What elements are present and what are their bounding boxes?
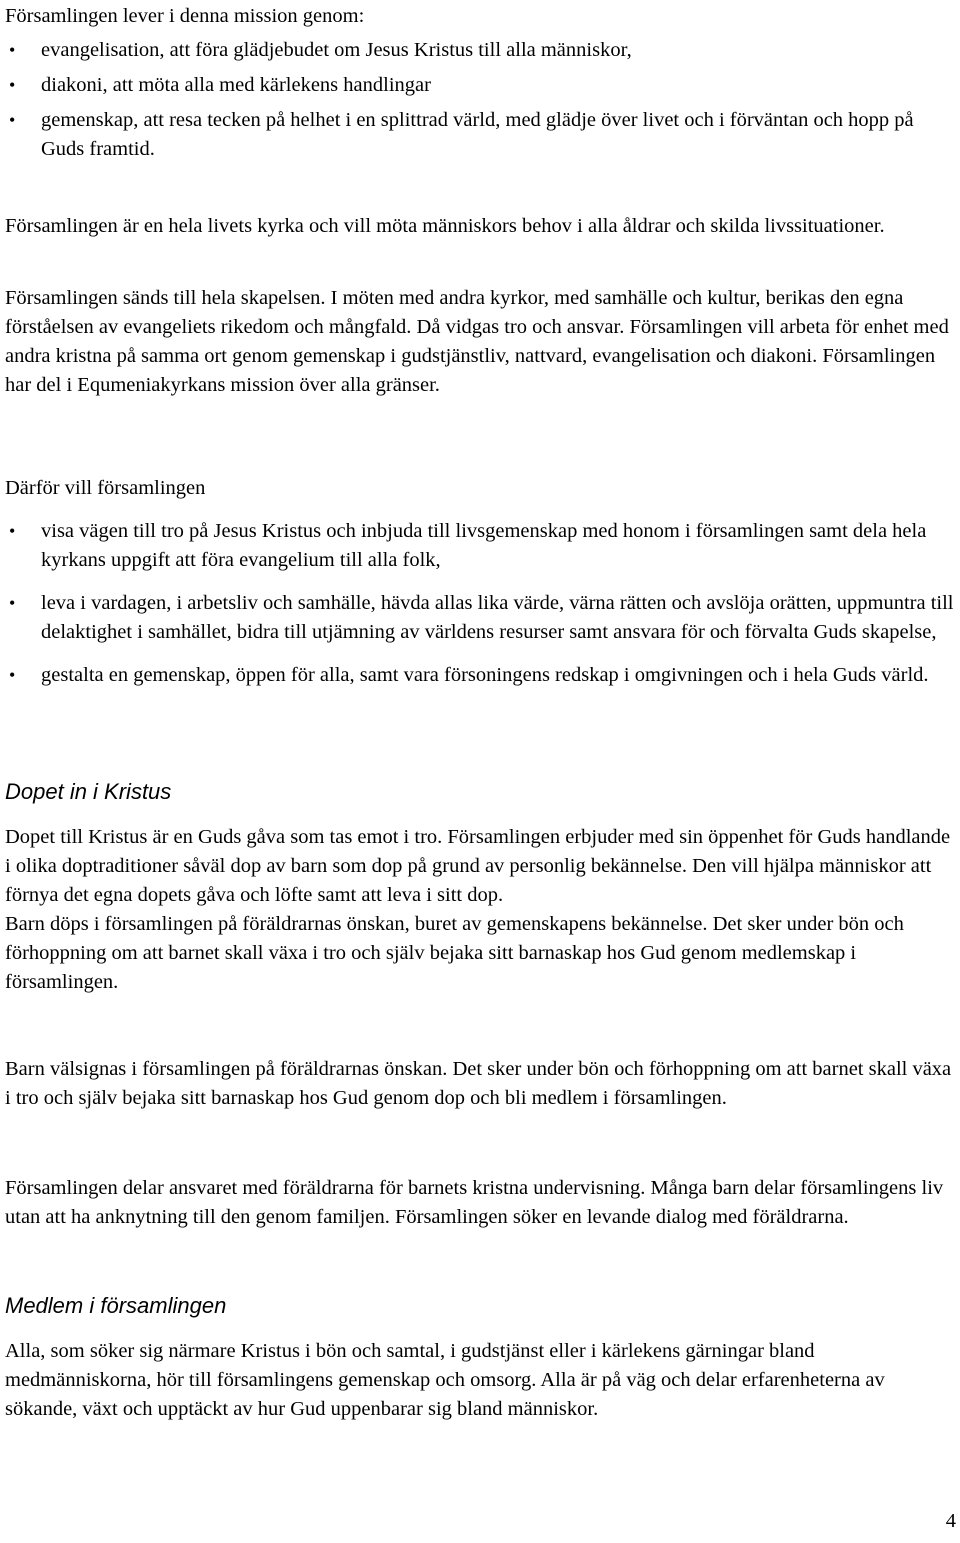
intro-line: Församlingen lever i denna mission genom: bbox=[5, 5, 365, 27]
list-item bbox=[5, 36, 955, 65]
paragraph-dopet-1b: Barn döps i församlingen på föräldrarnas önskan, buret av gemenskapens bekännelse. Det sker under bön och förhoppning om att barnet skall växa i tro och själv bejaka sitt barnaskap hos Gud genom medlemskap i församlingen. bbox=[5, 913, 904, 993]
list-item-text: evangelisation, att föra glädjebudet om Jesus Kristus till alla människor, bbox=[41, 39, 632, 61]
bullet-icon: • bbox=[9, 110, 16, 130]
bullet-icon: • bbox=[9, 665, 16, 685]
list-item bbox=[5, 71, 955, 100]
bullet-icon: • bbox=[9, 593, 16, 613]
mission-list bbox=[5, 36, 955, 164]
paragraph-medlem-1: Alla, som söker sig närmare Kristus i bön och samtal, i gudstjänst eller i kärlekens gärningar bland medmänniskorna, hör till församlingens gemenskap och omsorg. Alla är på väg och delar erfarenheterna av sökande, växt och upptäckt av hur Gud uppenbarar sig bland människor. bbox=[5, 1340, 885, 1420]
darfor-list bbox=[5, 517, 955, 690]
list-item bbox=[5, 106, 955, 164]
list-item bbox=[5, 661, 955, 690]
bullet-icon: • bbox=[9, 40, 16, 60]
list-item-text: diakoni, att möta alla med kärlekens handlingar bbox=[41, 74, 431, 96]
list-item-text: leva i vardagen, i arbetsliv och samhälle, hävda allas lika värde, värna rätten och avslöja orätten, uppmuntra till delaktighet i samhället, bidra till utjämning av världens resurser samt ansvara för och förvalta Guds skapelse, bbox=[41, 592, 954, 643]
paragraph-sands bbox=[5, 284, 955, 400]
list-item-text: gestalta en gemenskap, öppen för alla, samt vara försoningens redskap i omgivningen och i hela Guds värld. bbox=[41, 664, 929, 686]
section-heading-medlem: Medlem i församlingen bbox=[5, 1293, 227, 1318]
list-item-text: gemenskap, att resa tecken på helhet i en splittrad värld, med glädje över livet och i förväntan och hopp på Guds framtid. bbox=[41, 109, 914, 160]
section-heading-dopet: Dopet in i Kristus bbox=[5, 779, 172, 804]
bullet-icon: • bbox=[9, 521, 16, 541]
page-number: 4 bbox=[945, 1510, 956, 1532]
paragraph-sands-part3: Församlingen har del i Equmeniakyrkans mission över alla gränser. bbox=[5, 345, 936, 396]
paragraph-dopet-1 bbox=[5, 823, 955, 997]
list-item bbox=[5, 589, 955, 647]
paragraph-livets-kyrka: Församlingen är en hela livets kyrka och vill möta människors behov i alla åldrar och skilda livssituationer. bbox=[5, 215, 885, 237]
paragraph-sands-part2: I möten med andra kyrkor, med samhälle och kultur, berikas den egna förståelsen av evangeliets rikedom och mångfald. Då vidgas tro och ansvar. Församlingen vill arbeta för enhet med andra kristna på samma ort genom gemenskap i gudstjänstliv, nattvard, evangelisation och diakoni. bbox=[5, 287, 949, 367]
paragraph-dopet-1a: Dopet till Kristus är en Guds gåva som tas emot i tro. Församlingen erbjuder med sin öppenhet för Guds handlande i olika doptraditioner såväl dop av barn som dop på grund av personlig bekännelse. Den vill hjälpa människor att förnya det egna dopets gåva och löfte samt att leva i sitt dop. bbox=[5, 826, 951, 906]
bullet-icon: • bbox=[9, 75, 16, 95]
darfor-intro: Därför vill församlingen bbox=[5, 477, 206, 499]
paragraph-dopet-3: Församlingen delar ansvaret med föräldrarna för barnets kristna undervisning. Många barn delar församlingens liv utan att ha anknytning till den genom familjen. Församlingen söker en levande dialog med föräldrarna. bbox=[5, 1177, 944, 1228]
list-item bbox=[5, 517, 955, 575]
paragraph-sands-part1: Församlingen sänds till hela skapelsen. bbox=[5, 287, 326, 309]
paragraph-dopet-2: Barn välsignas i församlingen på föräldrarnas önskan. Det sker under bön och förhoppning om att barnet skall växa i tro och själv bejaka sitt barnaskap hos Gud genom dop och bli medlem i församlingen. bbox=[5, 1058, 952, 1109]
list-item-text: visa vägen till tro på Jesus Kristus och inbjuda till livsgemenskap med honom i församlingen samt dela hela kyrkans uppgift att föra evangelium till alla folk, bbox=[41, 520, 927, 571]
